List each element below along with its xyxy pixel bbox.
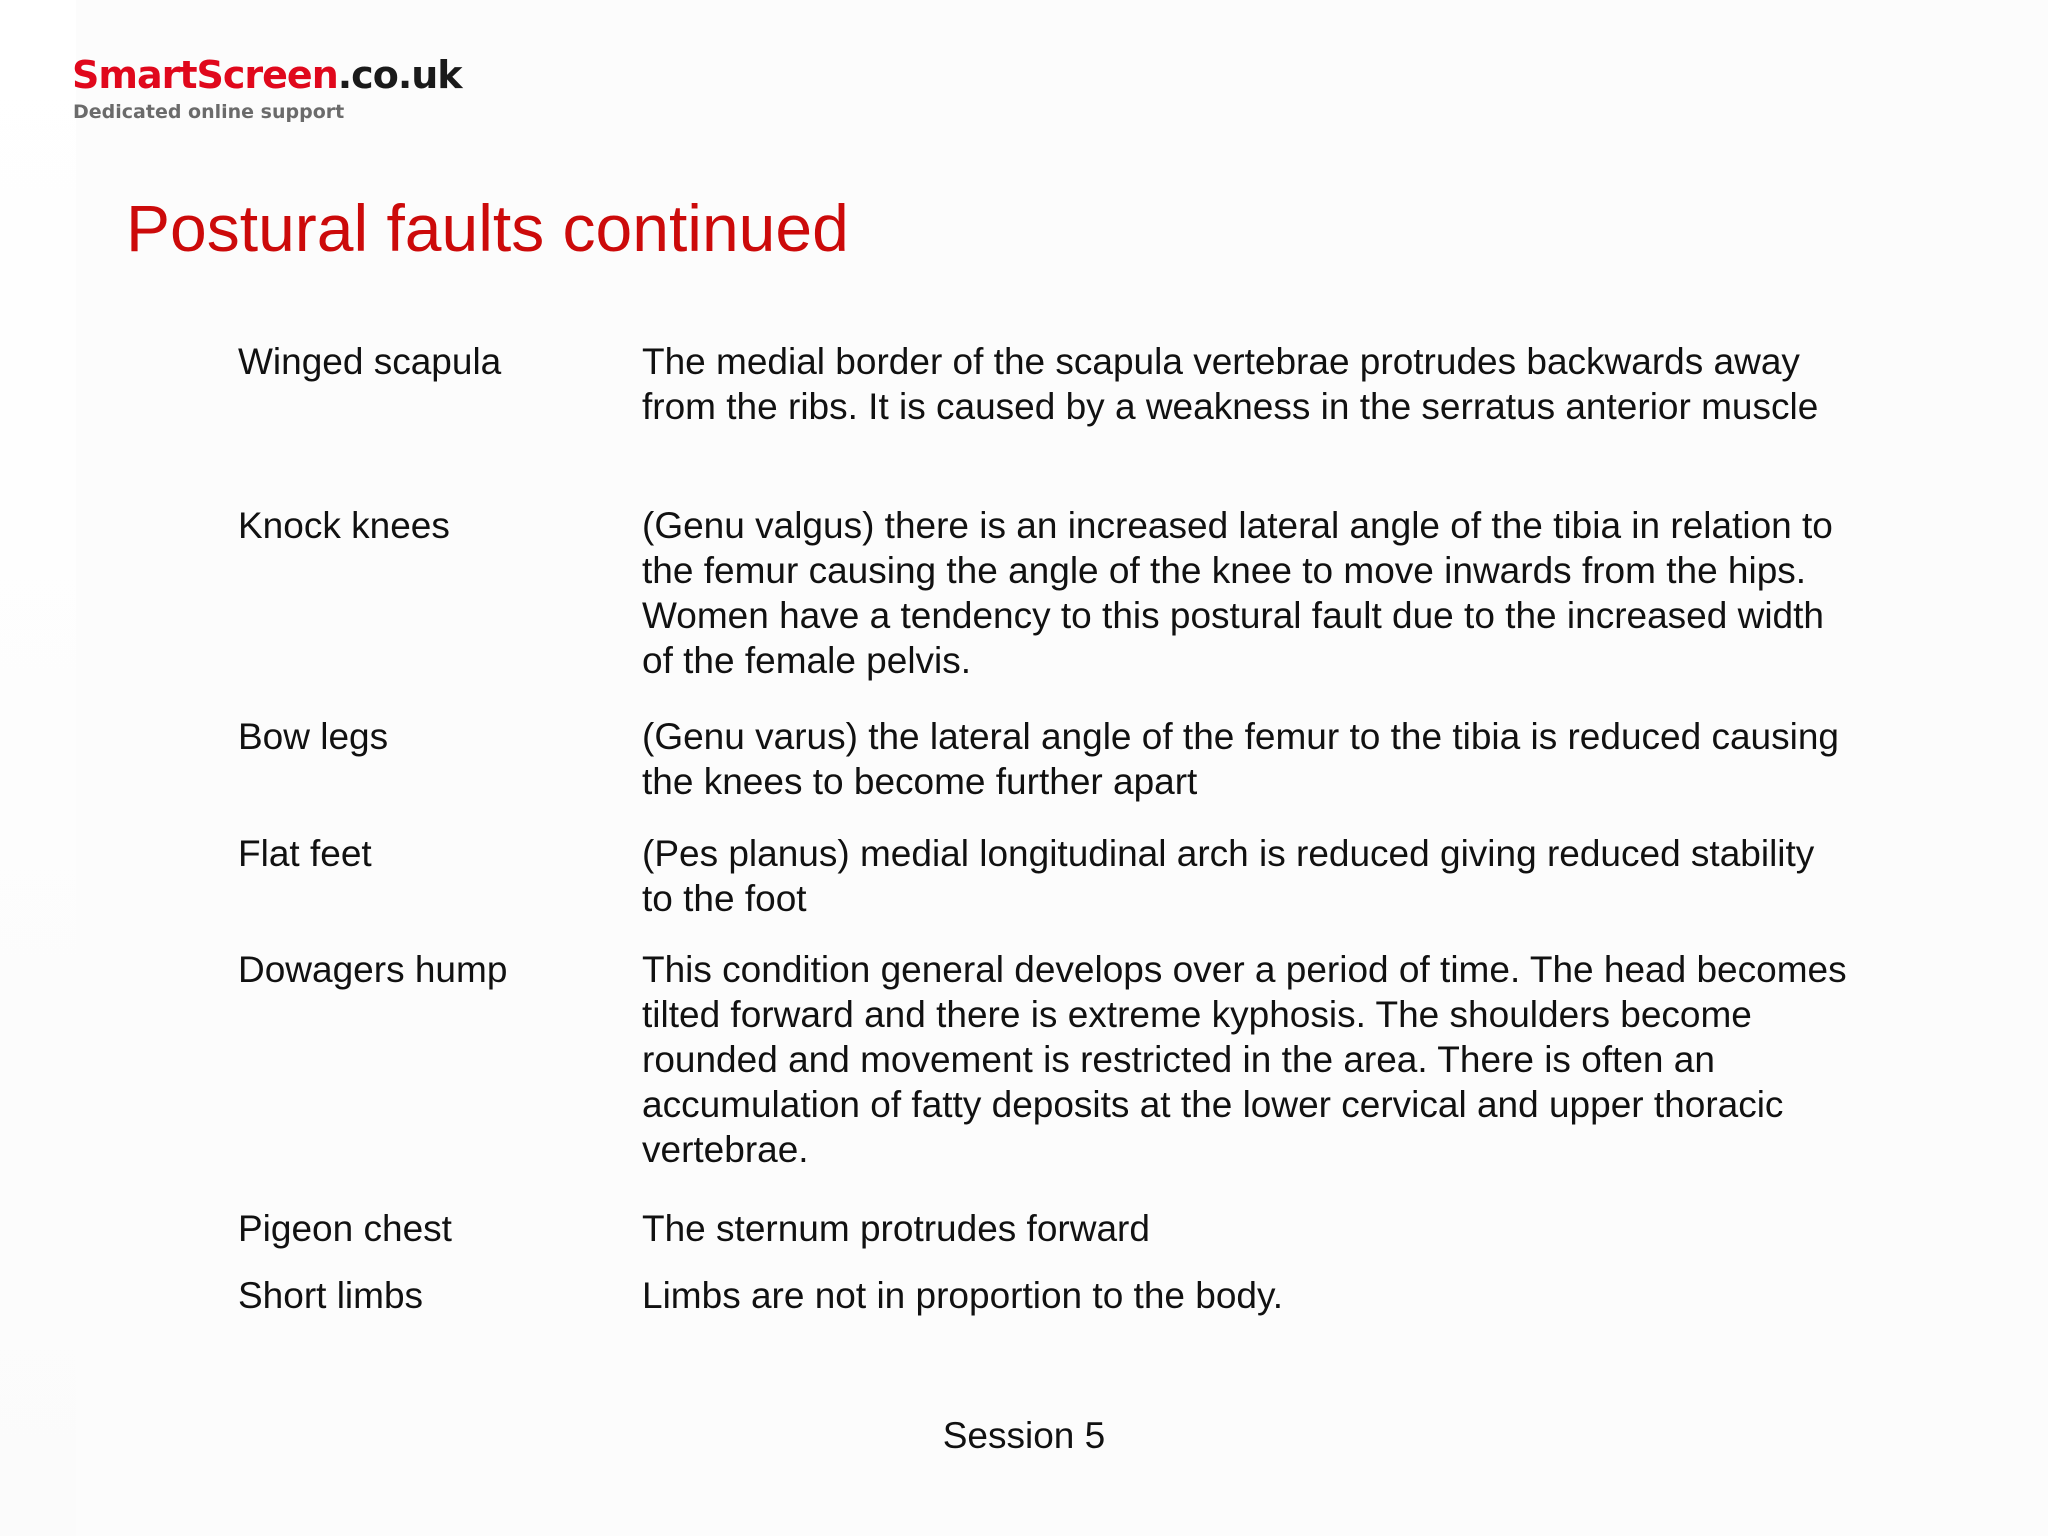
fault-description: (Pes planus) medial longitudinal arch is reduced giving reduced stability to the foot [642,833,1815,919]
fault-term: Flat feet [238,833,372,874]
fault-term: Pigeon chest [238,1208,452,1249]
fault-description: Limbs are not in proportion to the body. [642,1275,1284,1316]
fault-term: Bow legs [238,716,389,757]
fault-description: The sternum protrudes forward [642,1208,1150,1249]
fault-term: Winged scapula [238,341,502,382]
faults-list [238,0,1858,1536]
session-footer: Session 5 [942,1415,1106,1456]
logo-tagline: Dedicated online support [73,101,345,123]
fault-description: (Genu valgus) there is an increased lateral angle of the tibia in relation to the femur causing the angle of the knee to move inwards from the hips. Women have a tendency to this postural fault due to the increased width of the female pelvis. [642,505,1833,681]
fault-description: (Genu varus) the lateral angle of the femur to the tibia is reduced causing the knees to become further apart [642,716,1840,802]
fault-term: Short limbs [238,1275,424,1316]
fault-term: Dowagers hump [238,949,508,990]
slide-title: Postural faults continued [126,191,849,265]
logo-brand: SmartScreen [72,53,338,97]
fault-term: Knock knees [238,505,450,546]
fault-description: The medial border of the scapula vertebrae protrudes backwards away from the ribs. It is caused by a weakness in the serratus anterior muscle [642,341,1819,427]
fault-description: This condition general develops over a period of time. The head becomes tilted forward and there is extreme kyphosis. The shoulders become rounded and movement is restricted in the area. There is often an accumulation of fatty deposits at the lower cervical and upper thoracic vertebrae. [642,949,1847,1170]
logo-domain: .co.uk [337,53,462,97]
